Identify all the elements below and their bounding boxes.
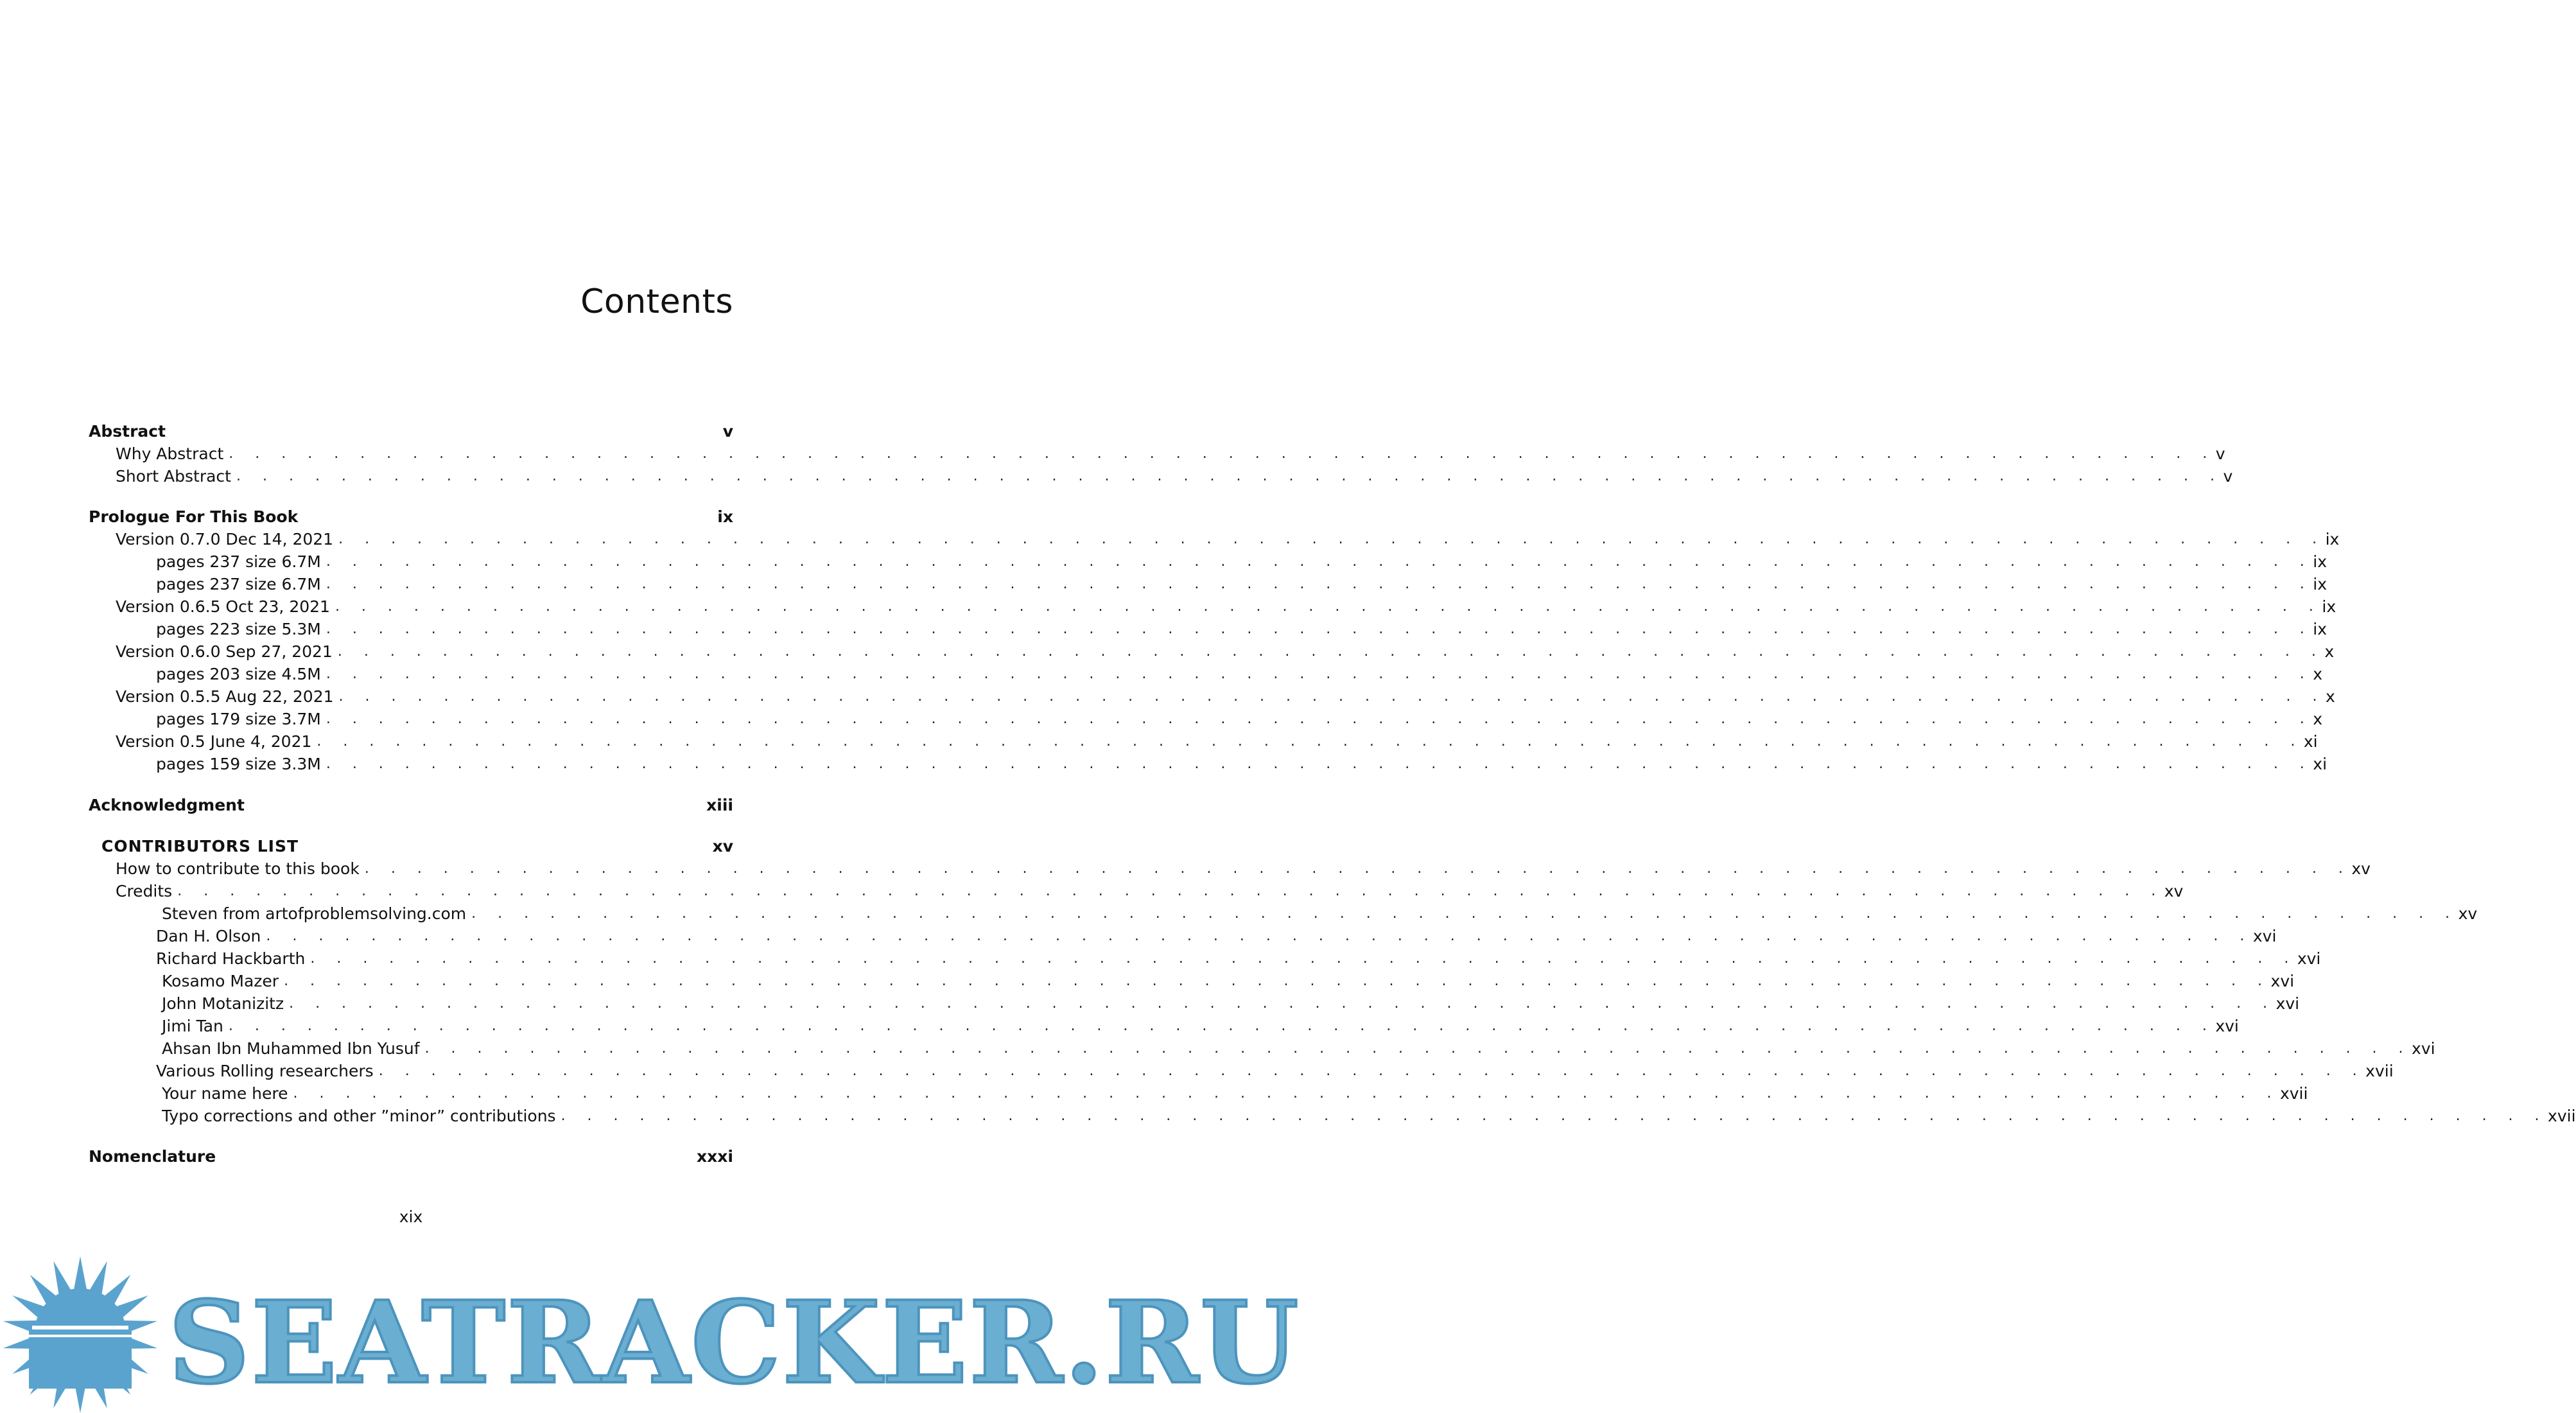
toc-row-chapter[interactable] (89, 420, 733, 443)
toc-entry-title: Why Abstract (116, 444, 224, 463)
toc-row[interactable] (89, 1105, 2576, 1127)
toc-entry-page: xvi (2276, 994, 2300, 1013)
toc-row[interactable] (89, 1082, 2308, 1105)
leader-dots (338, 528, 2325, 550)
toc-entry-page: xv (2351, 859, 2371, 878)
toc-row-chapter[interactable] (89, 794, 733, 816)
toc-entry-title: Version 0.7.0 Dec 14, 2021 (116, 530, 334, 549)
toc-entry-title: Your name here (162, 1084, 288, 1103)
toc-row[interactable] (89, 663, 2323, 685)
toc-entry-page: v (2223, 467, 2233, 486)
toc-row[interactable] (89, 1015, 2239, 1037)
leader-dots (236, 465, 2223, 487)
leader-dots (293, 1082, 2280, 1105)
toc-entry-title: Acknowledgment (89, 796, 245, 814)
toc-row[interactable] (89, 618, 2328, 640)
toc-entry-page: ix (2313, 552, 2328, 571)
leader-dots (326, 573, 2313, 595)
toc-entry-title: Kosamo Mazer (162, 972, 279, 990)
toc-row[interactable] (89, 685, 2335, 708)
toc-entry-title: How to contribute to this book (116, 859, 360, 878)
leader-dots (317, 730, 2303, 753)
leader-dots (471, 902, 2458, 925)
toc-entry-page: x (2324, 642, 2335, 661)
leader-dots (326, 618, 2313, 640)
leader-dots (229, 1015, 2215, 1037)
page-number: xix (399, 1207, 423, 1226)
toc-row[interactable] (89, 528, 2340, 550)
toc-row[interactable] (89, 595, 2337, 618)
toc-entry-page: ix (2313, 620, 2328, 638)
toc-entry-title: Typo corrections and other ”minor” contributions (162, 1107, 556, 1125)
toc-row[interactable] (89, 1037, 2435, 1060)
toc-row[interactable] (89, 753, 2328, 775)
leader-dots (310, 947, 2297, 970)
toc-entry-title: pages 237 size 6.7M (156, 552, 321, 571)
toc-entry-title: Steven from artofproblemsolving.com (162, 904, 467, 923)
toc-row[interactable] (89, 550, 2328, 573)
toc-entry-page: ix (717, 507, 733, 526)
toc-entry-title: pages 179 size 3.7M (156, 710, 321, 728)
toc-entry-page: xvi (2270, 972, 2295, 990)
toc-entry-page: xv (712, 837, 733, 856)
toc-entry-title: Prologue For This Book (89, 507, 299, 526)
toc-entry-title: Short Abstract (116, 467, 231, 486)
page-title: Contents (580, 283, 733, 321)
leader-dots (326, 550, 2313, 573)
leader-dots (338, 640, 2324, 663)
toc-entry-title: Richard Hackbarth (156, 949, 306, 968)
toc-row-chapter[interactable] (89, 1145, 733, 1168)
toc-entry-title: Abstract (89, 422, 166, 441)
toc-entry-title: pages 203 size 4.5M (156, 665, 321, 683)
toc-entry-page: x (2326, 687, 2335, 706)
toc-entry-title: CONTRIBUTORS LIST (101, 837, 299, 856)
toc-row-chapter[interactable] (89, 505, 733, 528)
toc-row[interactable] (89, 880, 2184, 902)
toc-row[interactable] (89, 925, 2277, 947)
toc-row[interactable] (89, 443, 2225, 465)
toc-entry-title: Nomenclature (89, 1147, 216, 1166)
watermark-text: SEATRACKER.RU (168, 1276, 1300, 1409)
leader-dots (177, 880, 2164, 902)
leader-dots (326, 663, 2313, 685)
toc-entry-page: xvii (2548, 1107, 2576, 1125)
leader-dots (289, 992, 2276, 1015)
leader-dots (339, 685, 2326, 708)
leader-dots (266, 925, 2252, 947)
toc-row[interactable] (89, 640, 2335, 663)
leader-dots (326, 753, 2313, 775)
toc-entry-title: Version 0.5 June 4, 2021 (116, 732, 312, 751)
toc-entry-page: xv (2458, 904, 2478, 923)
toc-row[interactable] (89, 708, 2323, 730)
leader-dots (379, 1060, 2365, 1082)
toc-entry-page: x (2313, 710, 2323, 728)
toc-entry-title: pages 159 size 3.3M (156, 755, 321, 773)
toc-entry-page: xv (2164, 882, 2184, 900)
toc-entry-page: ix (2325, 530, 2340, 549)
leader-dots (561, 1105, 2548, 1127)
toc-entry-title: Dan H. Olson (156, 927, 261, 945)
toc-entry-page: ix (2313, 575, 2328, 593)
toc-entry-page: v (722, 422, 733, 441)
toc-row[interactable] (89, 1060, 2394, 1082)
toc-entry-title: Version 0.6.0 Sep 27, 2021 (116, 642, 333, 661)
toc-entry-page: xxxi (697, 1147, 733, 1166)
leader-dots (365, 857, 2351, 880)
toc-row[interactable] (89, 573, 2328, 595)
toc-entry-page: xi (2303, 732, 2318, 751)
leader-dots (335, 595, 2322, 618)
toc-row[interactable] (89, 857, 2371, 880)
toc-entry-page: x (2313, 665, 2323, 683)
toc-entry-page: xvi (2215, 1017, 2239, 1035)
toc-row[interactable] (89, 730, 2318, 753)
toc-entry-page: xvii (2365, 1062, 2394, 1080)
toc-entry-page: v (2215, 444, 2225, 463)
toc-entry-page: xiii (706, 796, 733, 814)
toc-entry-title: Various Rolling researchers (156, 1062, 374, 1080)
toc-entry-title: Ahsan Ibn Muhammed Ibn Yusuf (162, 1039, 420, 1058)
leader-dots (229, 443, 2215, 465)
toc-entry-page: xvi (2252, 927, 2277, 945)
toc-entry-page: xvii (2279, 1084, 2308, 1103)
toc-entry-title: Version 0.5.5 Aug 22, 2021 (116, 687, 334, 706)
toc-entry-title: Credits (116, 882, 173, 900)
toc-row[interactable] (89, 465, 2233, 487)
toc-entry-title: Version 0.6.5 Oct 23, 2021 (116, 597, 330, 616)
leader-dots (284, 970, 2270, 992)
toc-entry-title: Jimi Tan (162, 1017, 223, 1035)
leader-dots (425, 1037, 2412, 1060)
toc-entry-title: pages 223 size 5.3M (156, 620, 321, 638)
toc-row[interactable] (89, 992, 2300, 1015)
toc-row-part[interactable] (89, 835, 733, 857)
leader-dots (326, 708, 2313, 730)
toc-row[interactable] (89, 902, 2478, 925)
toc-row[interactable] (89, 970, 2295, 992)
toc-entry-page: xi (2313, 755, 2328, 773)
toc-entry-page: xvi (2412, 1039, 2435, 1058)
toc-row[interactable] (89, 947, 2321, 970)
toc-entry-page: ix (2322, 597, 2337, 616)
toc-entry-page: xvi (2297, 949, 2321, 968)
toc-entry-title: pages 237 size 6.7M (156, 575, 321, 593)
toc-entry-title: John Motanizitz (162, 994, 284, 1013)
